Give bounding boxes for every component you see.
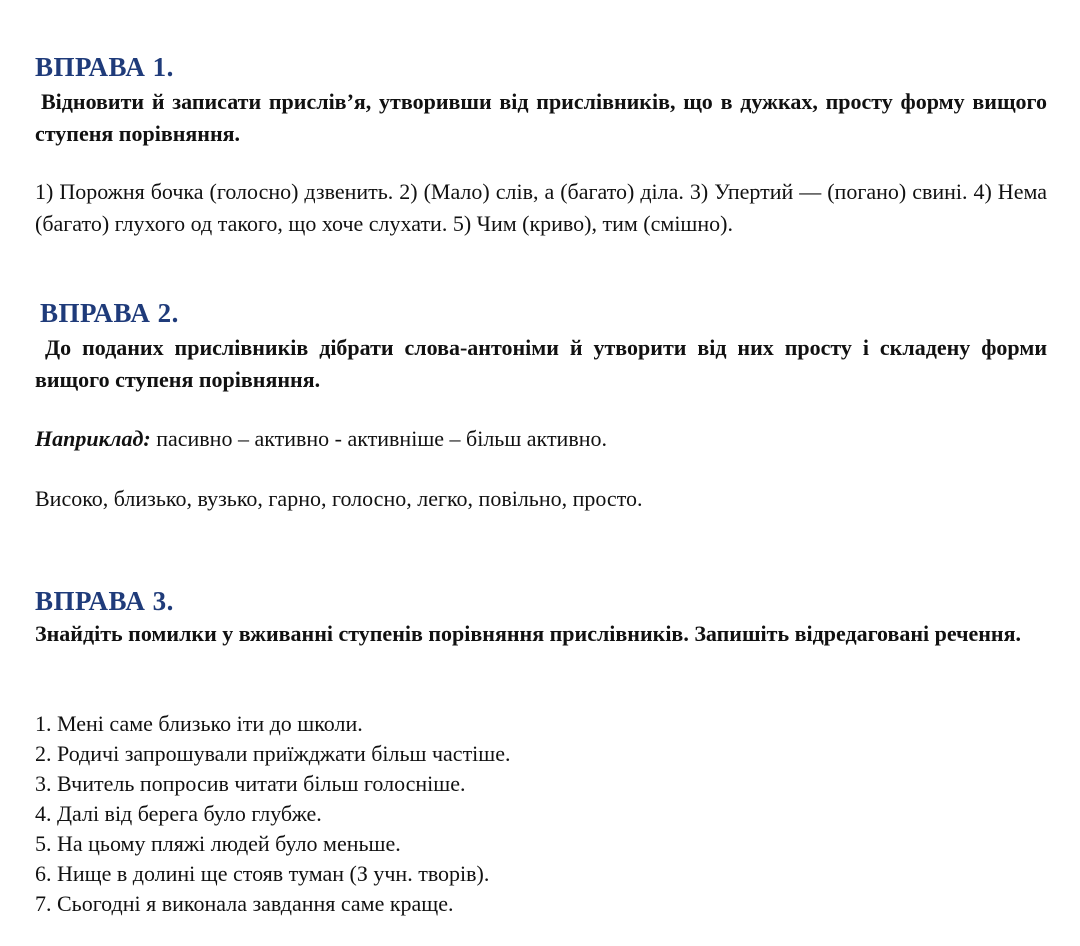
- list-item: 7. Сьогодні я виконала завдання саме краще.: [35, 891, 454, 916]
- list-item: 3. Вчитель попросив читати більш голосніше.: [35, 771, 466, 796]
- exercise-2-title: ВПРАВА 2.: [40, 298, 179, 328]
- exercise-3-sentences: [35, 709, 511, 919]
- list-item: 1. Мені саме близько іти до школи.: [35, 711, 363, 736]
- example-text: пасивно – активно - активніше – більш активно.: [150, 426, 607, 451]
- exercise-3-task: Знайдіть помилки у вживанні ступенів порівняння прислівників. Запишіть відредаговані речення.: [35, 621, 1022, 646]
- exercise-2-task: До поданих прислівників дібрати слова-антоніми й утворити від них просту і складену форми вищого ступеня порівняння.: [35, 335, 1047, 392]
- list-item: 6. Нище в долині ще стояв туман (З учн. творів).: [35, 861, 490, 886]
- exercise-1-task: Відновити й записати прислів’я, утворивши від прислівників, що в дужках, просту форму вищого ступеня порівняння.: [35, 89, 1047, 146]
- exercise-1-title: ВПРАВА 1.: [35, 52, 174, 82]
- example-label: Наприклад:: [35, 426, 151, 451]
- exercise-1-text: 1) Порожня бочка (голосно) дзвенить. 2) (Мало) слів, а (багато) діла. 3) Упертий — (погано) свині. 4) Нема (багато) глухого од такого, що хоче слухати. 5) Чим (криво), тим (смішно).: [35, 179, 1047, 236]
- list-item: 4. Далі від берега було глубже.: [35, 801, 322, 826]
- list-item: 2. Родичі запрошували приїжджати більш частіше.: [35, 741, 511, 766]
- list-item: 5. На цьому пляжі людей було меньше.: [35, 831, 401, 856]
- exercise-3-title: ВПРАВА 3.: [35, 586, 174, 616]
- exercise-2-example: [35, 424, 607, 454]
- exercise-2-words: Високо, близько, вузько, гарно, голосно, легко, повільно, просто.: [35, 486, 643, 511]
